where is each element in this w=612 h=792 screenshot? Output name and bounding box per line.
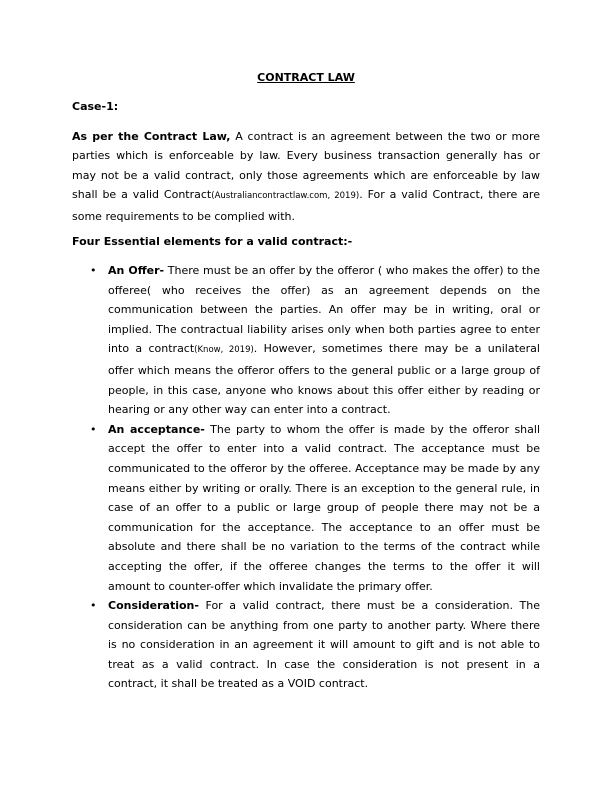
element-term: An acceptance- [108,422,205,436]
element-text: For a valid contract, there must be a consideration. The consideration can be anything from one party to another party. Where there is no consideration in an agreement it will amount to gift and is not able to treat as a valid contract. In case the consideration is not present in a contract, it shall be treated as a VOID contract. [108,599,540,691]
list-item-consideration [90,596,540,694]
element-term: Consideration- [108,599,199,613]
bullet-icon: • [90,264,97,277]
document-title: CONTRACT LAW [257,71,355,84]
list-item-acceptance [90,420,541,596]
elements-heading: Four Essential elements for a valid contract:- [72,235,353,248]
intro-text: A contract is an agreement between the two or more parties which is enforceable by law. Every business transaction generally has or may not be a valid contract, only those agreements which are enforceable by law shall be a valid Contract [72,130,540,202]
element-text: There must be an offer by the offeror ( who makes the offer) to the offeree( who receives the offer) as an agreement depends on the communication between the parties. An offer may be in writing, oral or implied. The contractual liability arises only when both parties agree to enter into a contract [108,264,540,356]
bullet-icon: • [90,422,97,436]
intro-lead: As per the Contract Law, [72,130,231,143]
elements-list [90,261,541,694]
element-term: An Offer- [108,264,165,277]
bullet-icon: • [90,599,97,613]
intro-paragraph [72,127,540,226]
list-item-offer [90,261,540,420]
element-text: The party to whom the offer is made by the offeror shall accept the offer to enter into a valid contract. The acceptance must be communicated to the offeror by the offeree. Acceptance may be made by any means either by writing or orally. There is an exception to the general rule, in case of an offer to a public or large group of people there may not be a communication for the acceptance. The acceptance to an offer must be absolute and there shall be no variation to the terms of the contract while accepting the offer, if the offeree changes the terms to the offer it will amount to counter-offer which invalidate the primary offer. [108,422,541,593]
case-heading: Case-1: [72,100,119,113]
element-citation: (Know, 2019) [194,345,254,356]
element-text-end: . However, sometimes there may be a unilateral offer which means the offeror offers to the general public or a large group of people, in this case, anyone who knows about this offer either by reading or hearing or any other way can enter into a contract. [108,342,540,417]
intro-citation: (Australiancontractlaw.com, 2019) [211,191,360,202]
intro-text-end: . For a valid Contract, there are some requirements to be complied with. [72,188,540,223]
